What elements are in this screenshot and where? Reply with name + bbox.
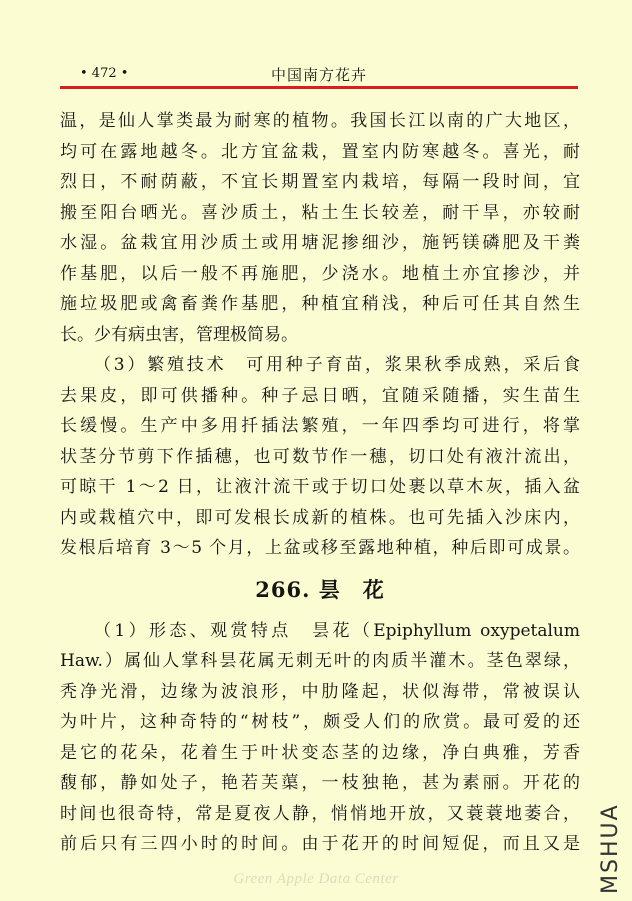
paragraph-line: 烈日，不耐荫蔽，不宜长期置室内栽培，每隔一段时间，宜 [60, 172, 580, 192]
paragraph-line: 为叶片，这种奇特的“树枝”，颇受人们的欣赏。最可爱的还 [60, 712, 580, 732]
body-text [60, 106, 580, 860]
page-number: • 472 • [80, 66, 129, 81]
watermark-side: MSHUA [598, 803, 623, 894]
header-rule [60, 86, 578, 89]
paragraph-line: 作基肥，以后一般不再施肥，少浇水。地植土亦宜掺沙，并 [60, 263, 580, 284]
paragraph-line: 秃净光滑，边缘为波浪形，中肋隆起，状似海带，常被误认 [60, 681, 580, 702]
paragraph-line: 去果皮，即可供播种。种子忌日晒，宜随采随播，实生苗生 [60, 385, 580, 406]
paragraph-line: 前后只有三四小时的时间。由于花开的时间短促，而且又是 [60, 834, 580, 854]
page-header [60, 62, 578, 88]
paragraph-line: 状茎分节剪下作插穗，也可数节作一穗，切口处有液汁流出， [60, 446, 580, 467]
paragraph-line: 可晾干 1～2 日，让液汁流干或于切口处裹以草木灰，插入盆 [60, 477, 580, 497]
watermark-bottom: Green Apple Data Center [233, 871, 399, 887]
paragraph-line: 时间也很奇特，常是夏夜人静，悄悄地开放，又蓑蓑地萎合， [60, 803, 580, 824]
paragraph-line: 温，是仙人掌类最为耐寒的植物。我国长江以南的广大地区， [60, 111, 580, 131]
paragraph-line: 长。少有病虫害，管理极简易。 [60, 324, 298, 345]
running-title: 中国南方花卉 [270, 66, 367, 84]
paragraph-line: 是它的花朵，花着生于叶状变态茎的边缘，净白典雅，芳香 [60, 742, 580, 763]
paragraph-line: 均可在露地越冬。北方宜盆栽，置室内防寒越冬。喜光，耐 [60, 141, 580, 162]
paragraph-line: 水湿。盆栽宜用沙质土或用塘泥掺细沙，施钙镁磷肥及干粪 [60, 233, 580, 253]
paragraph-line: 搬至阳台晒光。喜沙质土，粘土生长较差，耐干旱，亦较耐 [60, 202, 580, 223]
paragraph-line: （1）形态、观赏特点 昙花（Epiphyllum oxypetalum [94, 620, 580, 641]
paragraph-line: 发根后培育 3～5 个月，上盆或移至露地种植，种后即可成景。 [60, 538, 580, 558]
paragraph-line: 内或栽植穴中，即可发根长成新的植株。也可先插入沙床内， [60, 507, 580, 528]
paragraph-line: 施垃圾肥或禽畜粪作基肥，种植宜稍浅，种后可任其自然生 [60, 294, 580, 314]
paragraph-line: （3）繁殖技术 可用种子育苗，浆果秋季成熟，采后食 [94, 355, 580, 375]
section-heading: 266. 昙 花 [255, 576, 385, 602]
paragraph-line: Haw.）属仙人掌科昙花属无刺无叶的肉质半灌木。茎色翠绿， [60, 651, 580, 671]
paragraph-line: 馥郁，静如处子，艳若芙蕖，一枝独艳，甚为素丽。开花的 [60, 773, 580, 793]
paragraph-line: 长缓慢。生产中多用扦插法繁殖，一年四季均可进行，将掌 [60, 416, 580, 436]
